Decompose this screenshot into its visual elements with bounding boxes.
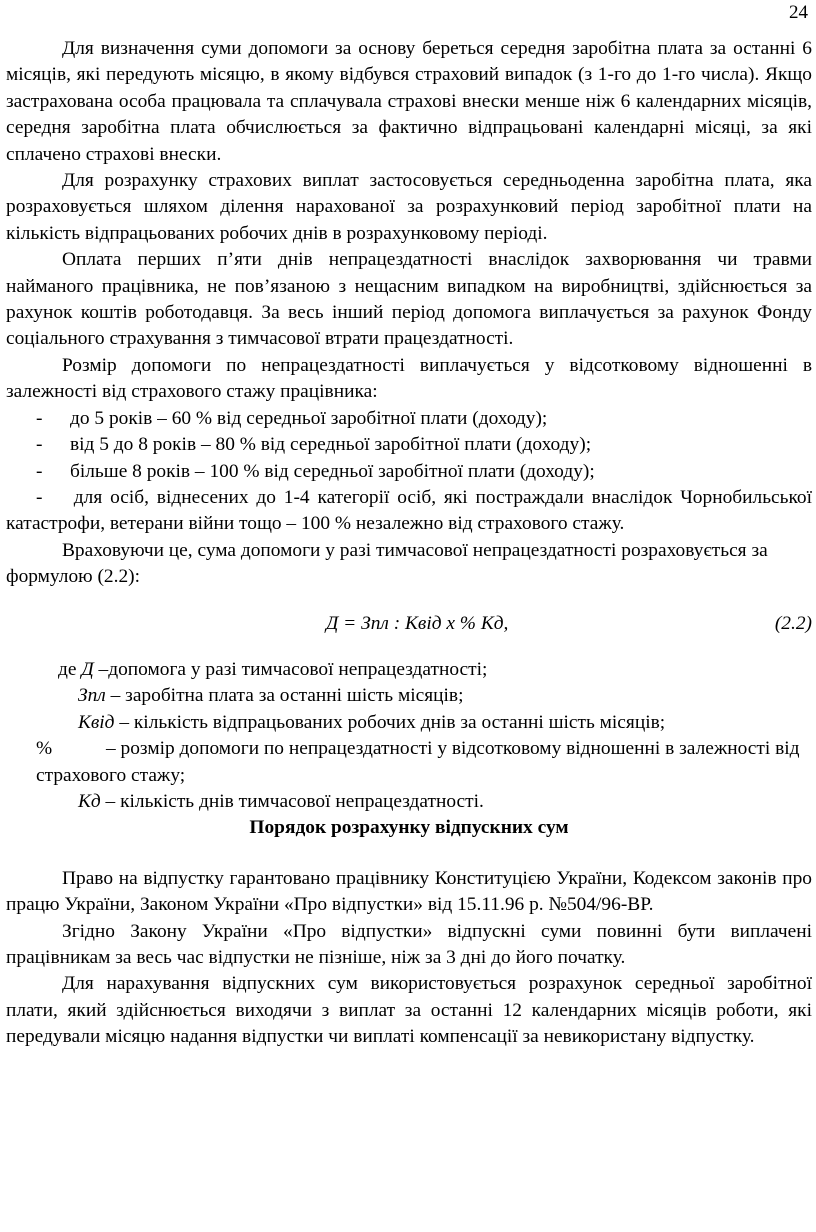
list-dash: - (36, 434, 43, 456)
definition-term: Зпл (78, 685, 106, 707)
definition-term: Д (81, 658, 94, 680)
definition-text: – кількість днів тимчасової непрацездатності. (100, 790, 484, 812)
definition-kd (6, 789, 812, 815)
formula-number: (2.2) (774, 612, 812, 634)
section-heading: Порядок розрахунку відпускних сум (249, 817, 569, 839)
definition-de-word: де (58, 658, 77, 680)
list-dash: - (36, 407, 43, 429)
definition-d (6, 657, 812, 683)
paragraph: Оплата перших п’яти днів непрацездатності внаслідок захворювання чи травми найманого працівника, не пов’язаною з нещасним випадком на виробництві, здійснюється за рахунок коштів роботодавця. За весь інший період допомога виплачується за рахунок Фонду соціального страхування з тимчасової втрати працездатності. (6, 249, 812, 350)
paragraph: Для нарахування відпускних сум використовується розрахунок середньої заробітної плати, який здійснюється виходячи з виплат за останні 12 календарних місяців роботи, які передували місяцю надання відпустки чи виплаті компенсації за невикористану відпустку. (6, 973, 812, 1048)
document-body (6, 36, 812, 1051)
definition-term: Кд (78, 790, 101, 812)
definition-text: – розмір допомоги по непрацездатності у відсотковому відношенні в залежності від страхового стажу; (36, 738, 800, 786)
list-dash: - (36, 460, 43, 482)
formula-intro: Враховуючи це, сума допомоги у разі тимчасової непрацездатності розраховується за формулою (2.2): (6, 539, 768, 588)
list-item (6, 485, 812, 538)
list-item (6, 406, 812, 432)
definition-zpl (6, 683, 812, 709)
paragraph: Згідно Закону України «Про відпустки» відпускні суми повинні бути виплачені працівникам за весь час відпустки не пізніше, ніж за 3 дні до його початку. (6, 920, 812, 968)
list-dash: - (36, 486, 43, 508)
definition-text: – заробітна плата за останні шість місяців; (105, 685, 464, 707)
paragraph: Для розрахунку страхових виплат застосовується середньоденна заробітна плата, яка розраховується шляхом ділення нарахованої за розрахунковий період заробітної плати на кількість відпрацьованих робочих днів в розрахунковому періоді. (6, 170, 812, 244)
definition-term: Квід (78, 711, 115, 733)
definition-term: % (36, 738, 53, 760)
definition-percent (6, 736, 812, 789)
list-item-text: більше 8 років – 100 % від середньої заробітної плати (доходу); (70, 460, 595, 482)
list-item-text: до 5 років – 60 % від середньої заробітної плати (доходу); (70, 407, 548, 429)
list-item-text: від 5 до 8 років – 80 % від середньої заробітної плати (доходу); (70, 434, 592, 456)
list-item (6, 459, 812, 485)
paragraph: Розмір допомоги по непрацездатності виплачується у відсотковому відношенні в залежності від страхового стажу працівника: (6, 354, 812, 403)
definition-kvid (6, 710, 812, 736)
paragraph: Для визначення суми допомоги за основу береться середня заробітна плата за останні 6 місяців, які передують місяцю, в якому відбувся страховий випадок (з 1-го до 1-го числа). Якщо застрахована особа працювала та сплачувала страхові внески менше ніж 6 календарних місяців, середня заробітна плата обчислюється за фактично відпрацьовані календарні місяці, за які сплачено страхові внески. (6, 38, 812, 165)
definition-text: –допомога у разі тимчасової непрацездатності; (93, 658, 488, 680)
list-item-text: для осіб, віднесених до 1-4 категорії осіб, які постраждали внаслідок Чорнобильської катастрофи, ветерани війни тощо – 100 % незалежно від страхового стажу. (6, 486, 813, 535)
formula-expression: Д = Зпл : Квід х % Кд, (326, 612, 509, 634)
paragraph: Право на відпустку гарантовано працівнику Конституцією України, Кодексом законів про працю України, Законом України «Про відпустки» від 15.11.96 р. №504/96-ВР. (6, 867, 812, 916)
list-item (6, 432, 812, 458)
formula (6, 611, 812, 637)
page-number: 24 (789, 2, 808, 23)
definition-text: – кількість відпрацьованих робочих днів за останні шість місяців; (114, 711, 666, 733)
